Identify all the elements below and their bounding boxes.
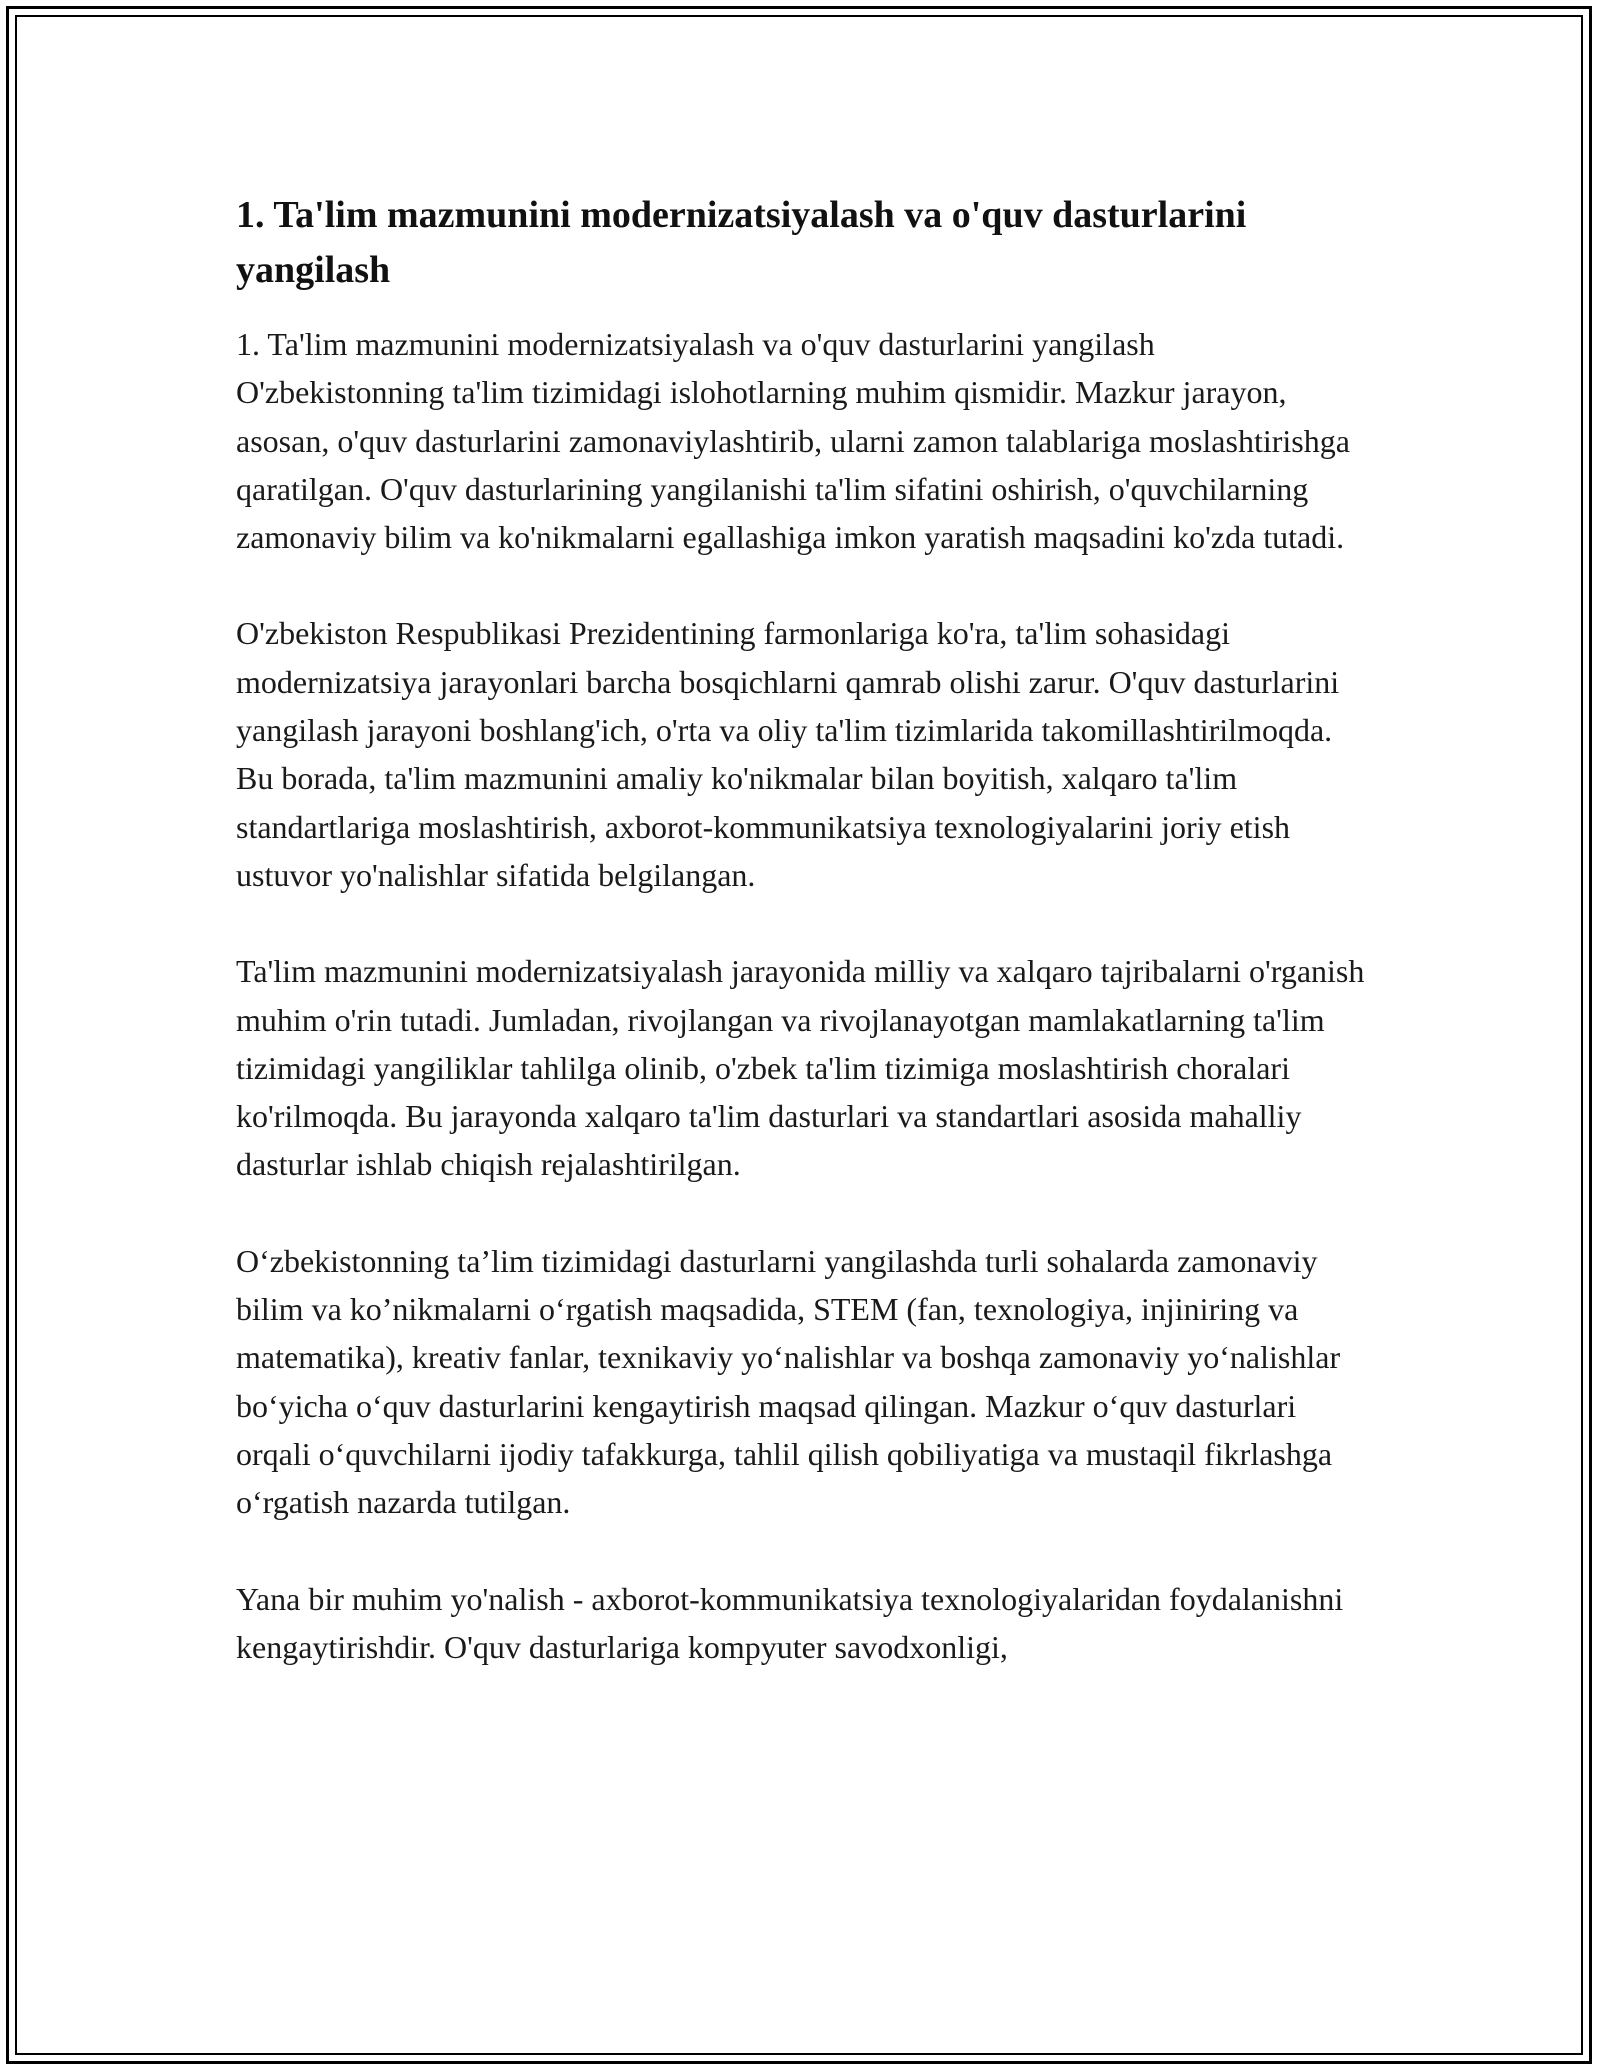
paragraph: O‘zbekistonning ta’lim tizimidagi dasturlarni yangilashda turli sohalarda zamonaviy bilim va ko’nikmalarni o‘rgatish maqsadida, STEM (fan, texnologiya, injiniring va matematika), kreativ fanlar, texnikaviy yo‘nalishlar va boshqa zamonaviy yo‘nalishlar bo‘yicha o‘quv dasturlarini kengaytirish maqsad qilingan. Mazkur o‘quv dasturlari orqali o‘quvchilarni ijodiy tafakkurga, tahlil qilish qobiliyatiga va mustaqil fikrlashga o‘rgatish nazarda tutilgan. xyxy=(236,1242,1341,1521)
document-heading: 1. Ta'lim mazmunini modernizatsiyalash va o'quv dasturlarini yangilash xyxy=(236,194,1247,291)
paragraph: 1. Ta'lim mazmunini modernizatsiyalash va o'quv dasturlarini yangilash O'zbekistonning ta'lim tizimidagi islohotlarning muhim qismidir. Mazkur jarayon, asosan, o'quv dasturlarini zamonaviylashtirib, ularni zamon talablariga moslashtirishga qaratilgan. O'quv dasturlarining yangilanishi ta'lim sifatini oshirish, o'quvchilarning zamonaviy bilim va ko'nikmalarni egallashiga imkon yaratish maqsadini ko'zda tutadi. xyxy=(236,326,1350,556)
paragraph: O'zbekiston Respublikasi Prezidentining farmonlariga ko'ra, ta'lim sohasidagi modernizatsiya jarayonlari barcha bosqichlarni qamrab olishi zarur. O'quv dasturlarini yangilash jarayoni boshlang'ich, o'rta va oliy ta'lim tizimlarida takomillashtirilmoqda. Bu borada, ta'lim mazmunini amaliy ko'nikmalar bilan boyitish, xalqaro ta'lim standartlariga moslashtirish, axborot-kommunikatsiya texnologiyalarini joriy etish ustuvor yo'nalishlar sifatida belgilangan. xyxy=(236,615,1340,893)
paragraph: Yana bir muhim yo'nalish - axborot-kommunikatsiya texnologiyalaridan foydalanishni kengaytirishdir. O'quv dasturlariga kompyuter savodxonligi, xyxy=(236,1580,1344,1665)
document-page xyxy=(236,188,1366,1719)
paragraph: Ta'lim mazmunini modernizatsiyalash jarayonida milliy va xalqaro tajribalarni o'rganish muhim o'rin tutadi. Jumladan, rivojlangan va rivojlanayotgan mamlakatlarning ta'lim tizimidagi yangiliklar tahlilga olinib, o'zbek ta'lim tizimiga moslashtirish choralari ko'rilmoqda. Bu jarayonda xalqaro ta'lim dasturlari va standartlari asosida mahalliy dasturlar ishlab chiqish rejalashtirilgan. xyxy=(236,953,1365,1183)
